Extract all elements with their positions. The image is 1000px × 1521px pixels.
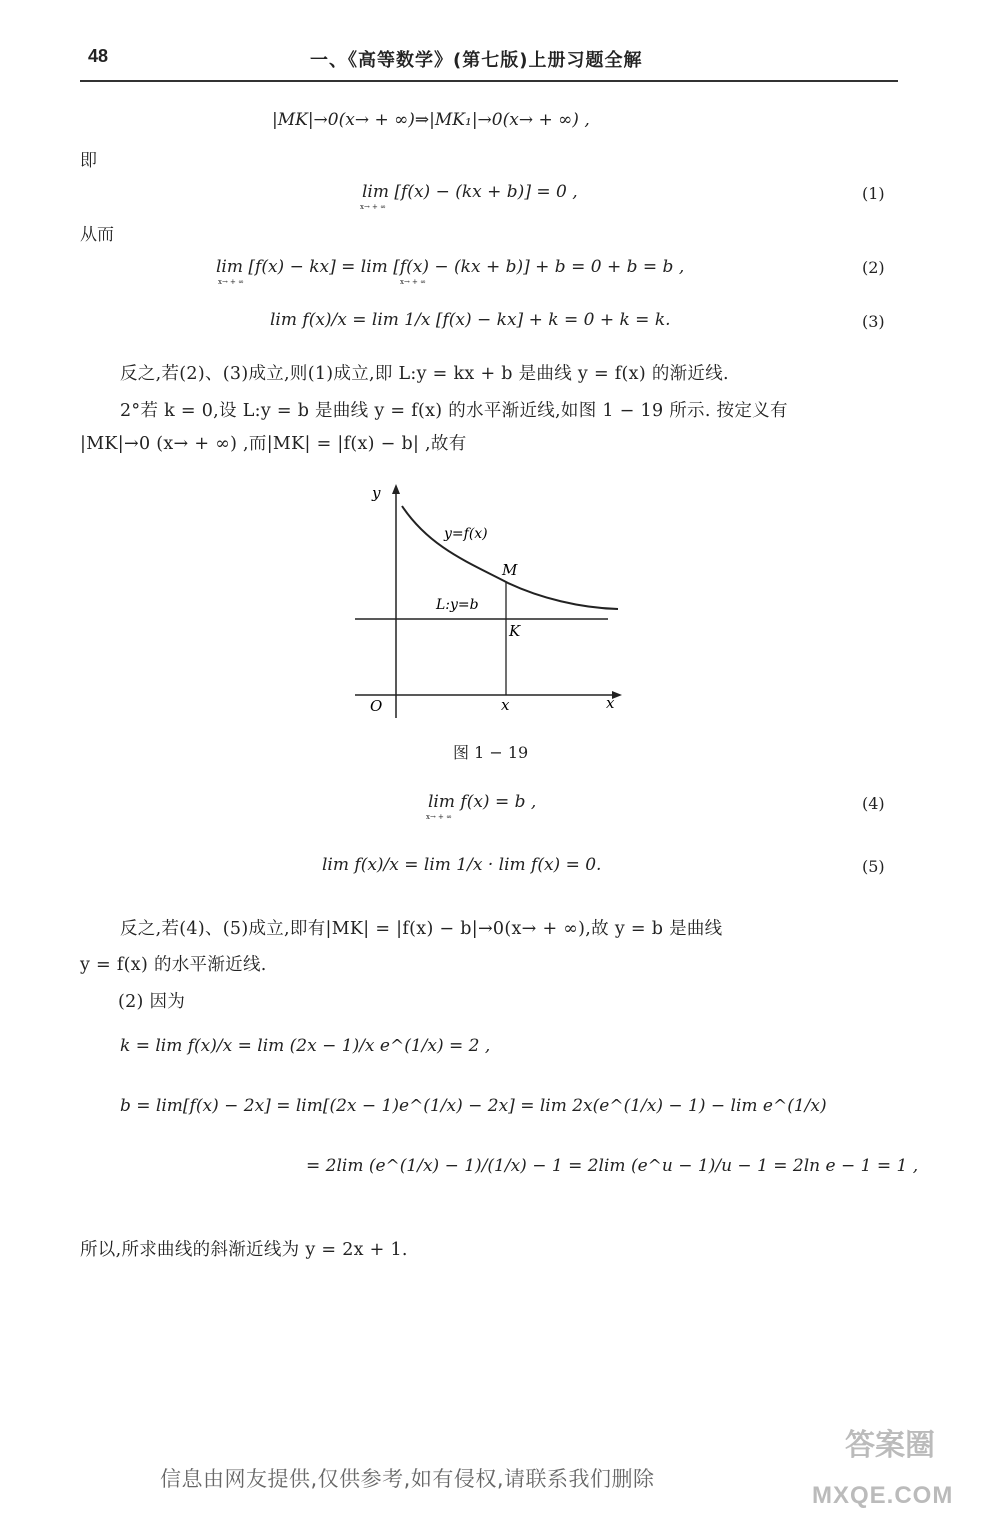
equation-b: b = lim[f(x) − 2x] = lim[(2x − 1)e^(1/x) − 2x] = lim 2x(e^(1/x) − 1) − lim e^(1/x) [120, 1096, 827, 1116]
figure-origin-label: O [370, 697, 383, 715]
part-2-heading: (2) 因为 [118, 992, 186, 1012]
watermark-logo: 答案圈 [845, 1428, 935, 1463]
equation-3: lim f(x)/x = lim 1/x [f(x) − kx] + k = 0 + k = k. [270, 310, 671, 330]
equation-5-number: (5) [862, 857, 885, 876]
equation-1-limit-subscript: x→ + ∞ [360, 203, 386, 211]
equation-2-number: (2) [862, 258, 885, 277]
label-congerr: 从而 [80, 225, 114, 245]
equation-2-subscript-2: x→ + ∞ [400, 278, 426, 286]
equation-5: lim f(x)/x = lim 1/x · lim f(x) = 0. [322, 855, 602, 875]
figure-curve-label: y=f(x) [444, 526, 488, 542]
figure-asymptote-label: L:y=b [436, 597, 479, 613]
equation-4-subscript: x→ + ∞ [426, 813, 452, 821]
figure-point-k: K [509, 622, 521, 640]
conclusion: 所以,所求曲线的斜渐近线为 y = 2x + 1. [80, 1240, 408, 1260]
equation-1: lim [f(x) − (kx + b)] = 0 , [362, 182, 578, 202]
figure-x-label: x [606, 694, 615, 712]
figure-curve [402, 506, 618, 609]
figure-caption: 图 1 − 19 [453, 743, 529, 762]
equation-4: lim f(x) = b , [428, 792, 537, 812]
equation-k: k = lim f(x)/x = lim (2x − 1)/x e^(1/x) = 2 , [120, 1036, 491, 1056]
figure-y-label: y [372, 484, 381, 502]
paragraph-converse-1: 反之,若(2)、(3)成立,则(1)成立,即 L:y = kx + b 是曲线 y = f(x) 的渐近线. [120, 364, 729, 384]
equation-1-number: (1) [862, 184, 885, 203]
equation-3-number: (3) [862, 312, 885, 331]
paragraph-horizontal-asymptote-a: 2°若 k = 0,设 L:y = b 是曲线 y = f(x) 的水平渐近线,如图 1 − 19 所示. 按定义有 [120, 401, 788, 421]
label-ji: 即 [80, 151, 97, 171]
paragraph-converse-2a: 反之,若(4)、(5)成立,即有|MK| = |f(x) − b|→0(x→ + ∞),故 y = b 是曲线 [120, 919, 723, 939]
equation-2-subscript-1: x→ + ∞ [218, 278, 244, 286]
paragraph-horizontal-asymptote-b: |MK|→0 (x→ + ∞) ,而|MK| = |f(x) − b| ,故有 [80, 434, 467, 454]
page-number: 48 [88, 46, 109, 66]
running-header-title: 一、《高等数学》(第七版)上册习题全解 [310, 50, 643, 71]
figure-1-19 [340, 478, 640, 728]
watermark-url: MXQE.COM [812, 1482, 954, 1509]
header-rule [80, 80, 898, 82]
paragraph-converse-2b: y = f(x) 的水平渐近线. [80, 955, 267, 975]
figure-x-tick-label: x [501, 696, 510, 714]
figure-y-arrow [392, 484, 400, 494]
footer-disclaimer: 信息由网友提供,仅供参考,如有侵权,请联系我们删除 [160, 1467, 655, 1491]
equation-2: lim [f(x) − kx] = lim [f(x) − (kx + b)] + b = 0 + b = b , [216, 257, 685, 277]
equation-b-continued: = 2lim (e^(1/x) − 1)/(1/x) − 1 = 2lim (e^u − 1)/u − 1 = 2ln e − 1 = 1 , [306, 1156, 919, 1176]
equation-4-number: (4) [862, 794, 885, 813]
figure-point-m: M [502, 561, 518, 579]
equation-top: |MK|→0(x→ + ∞)⇒|MK₁|→0(x→ + ∞) , [272, 110, 590, 130]
